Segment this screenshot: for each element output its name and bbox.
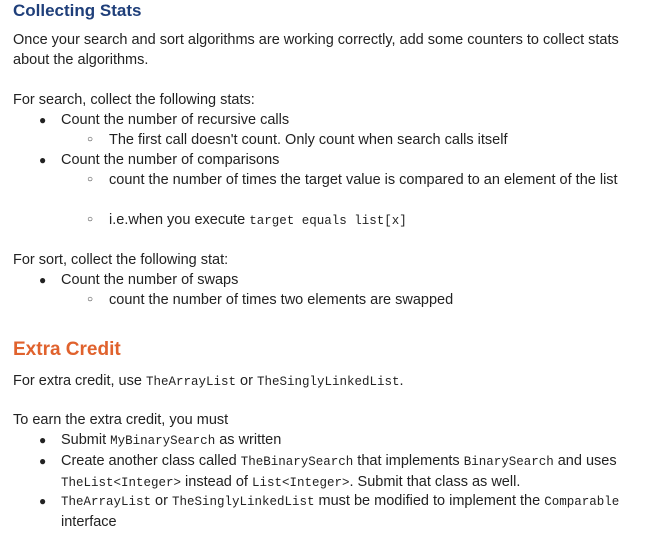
or-text: or (151, 493, 172, 509)
and-uses-text: and uses (553, 453, 617, 469)
collecting-stats-heading: Collecting Stats (13, 1, 142, 20)
code-thesinglylinkedlist: TheSinglyLinkedList (171, 495, 315, 509)
earn-intro: To earn the extra credit, you must (13, 412, 229, 428)
code-target-equals: target equals list[x] (249, 214, 407, 228)
list-item-comparisons: Count the number of comparisons (61, 152, 280, 168)
bullet-icon: ● (39, 113, 47, 127)
submit-class-text: . Submit that class as well. (349, 474, 521, 490)
code-mybinarysearch: MyBinarySearch (110, 434, 216, 448)
code-binarysearch: BinarySearch (463, 455, 554, 469)
code-thebinarysearch: TheBinarySearch (240, 455, 354, 469)
submit-text: Submit (61, 432, 111, 448)
instead-of-text: instead of (181, 474, 252, 490)
sort-intro: For sort, collect the following stat: (13, 252, 229, 268)
list-item-submit (61, 430, 641, 451)
ie-text: i.e.when you execute (109, 212, 250, 228)
list-item-count-swaps: count the number of times two elements are swapped (109, 292, 454, 308)
create-text: Create another class called (61, 453, 241, 469)
list-item-first-call: The first call doesn't count. Only count when search calls itself (109, 132, 508, 148)
as-written-text: as written (215, 432, 282, 448)
must-be-modified-text: must be modified to implement the (314, 493, 545, 509)
code-thearraylist: TheArrayList (61, 495, 152, 509)
circle-bullet-icon: ○ (87, 134, 94, 145)
extra-credit-heading: Extra Credit (13, 339, 121, 360)
list-item-ie-execute (109, 210, 639, 231)
bullet-icon: ● (39, 494, 47, 508)
code-thearraylist: TheArrayList (145, 375, 236, 389)
bullet-icon: ● (39, 454, 47, 468)
list-item-swaps: Count the number of swaps (61, 272, 239, 288)
code-comparable: Comparable (544, 495, 620, 509)
intro-or: or (235, 373, 257, 389)
circle-bullet-icon: ○ (87, 294, 94, 305)
list-item-create-class (61, 451, 641, 493)
collecting-stats-intro: Once your search and sort algorithms are working correctly, add some counters to collect stats about the algorithms. (13, 32, 619, 68)
bullet-icon: ● (39, 433, 47, 447)
bullet-icon: ● (39, 153, 47, 167)
list-item-modified (61, 491, 641, 532)
implements-text: that implements (353, 453, 464, 469)
search-intro: For search, collect the following stats: (13, 92, 255, 108)
extra-credit-intro (13, 371, 641, 392)
code-list-integer: List<Integer> (251, 476, 350, 490)
intro-text: For extra credit, use (13, 373, 146, 389)
list-item-recursive-calls: Count the number of recursive calls (61, 112, 290, 128)
intro-period: . (399, 373, 404, 389)
code-thesinglylinkedlist: TheSinglyLinkedList (256, 375, 400, 389)
code-thelist-integer: TheList<Integer> (61, 476, 182, 490)
circle-bullet-icon: ○ (87, 174, 94, 185)
list-item-count-comparisons: count the number of times the target value is compared to an element of the list (109, 172, 618, 188)
bullet-icon: ● (39, 273, 47, 287)
circle-bullet-icon: ○ (87, 214, 94, 225)
interface-text: interface (61, 514, 117, 530)
